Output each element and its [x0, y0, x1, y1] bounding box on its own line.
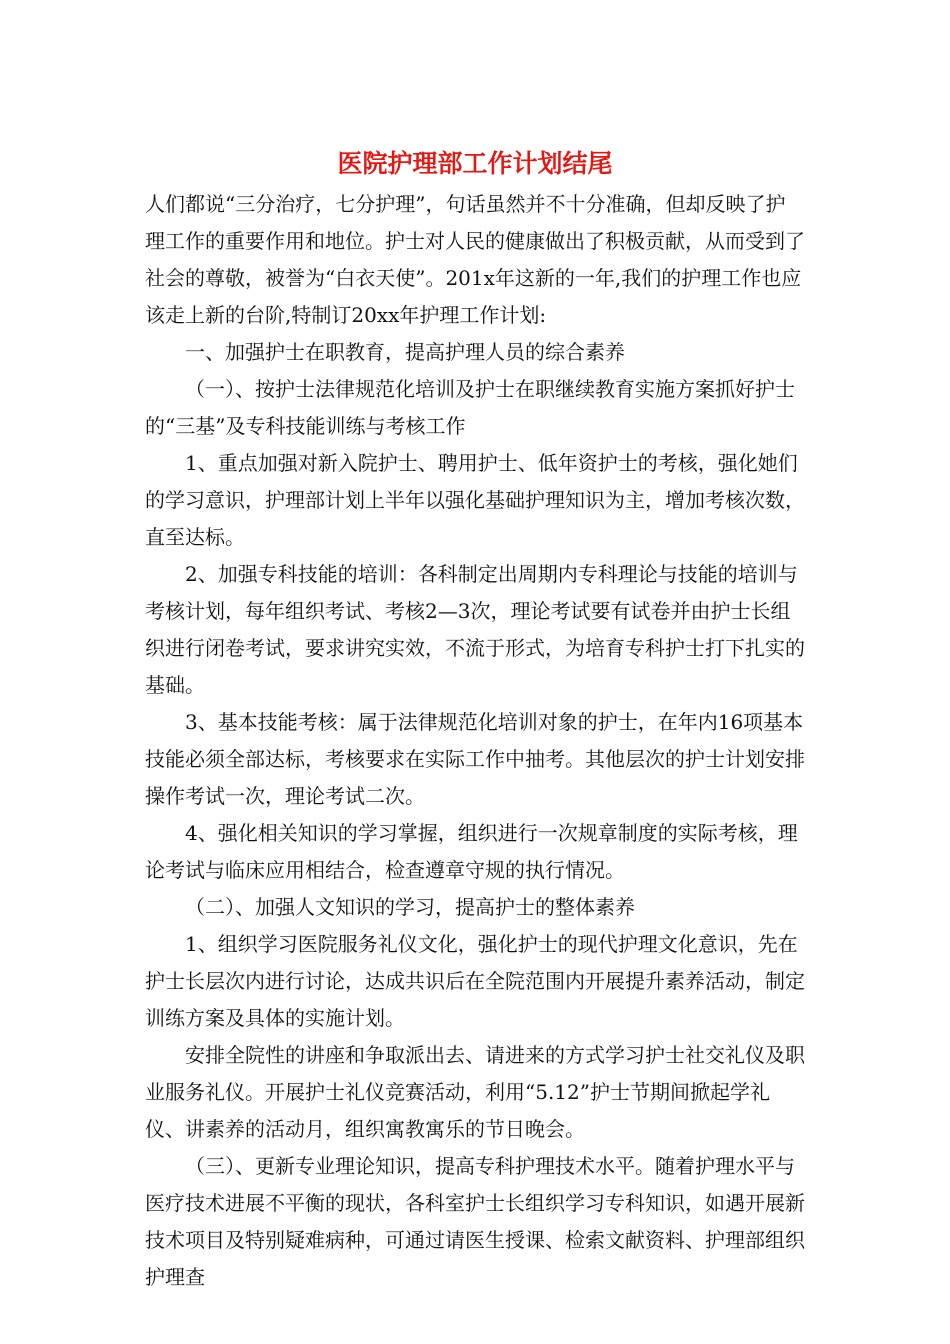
document-title: 医院护理部工作计划结尾: [337, 149, 613, 178]
subsection-heading-3: （三）、更新专业理论知识，提高专科护理技术水平。随着护理水平与医疗技术进展不平衡的现状，各科室护士长组织学习专科知识，如遇开展新技术项目及特别疑难病种，可通过请医生授课、检索文献资料、护理部组织护理查: [145, 1154, 805, 1289]
list-item-paragraph: 1、组织学习医院服务礼仪文化，强化护士的现代护理文化意识，先在护士长层次内进行讨论，达成共识后在全院范围内开展提升素养活动，制定训练方案及具体的实施计划。: [145, 932, 805, 1030]
subsection-heading-1: （一）、按护士法律规范化培训及护士在职继续教育实施方案抓好护士的“三基”及专科技能训练与考核工作: [145, 377, 795, 438]
subsection-heading-2: （二）、加强人文知识的学习，提高护士的整体素养: [185, 895, 635, 919]
intro-paragraph: 人们都说“三分治疗，七分护理”，句话虽然并不十分准确，但却反映了护理工作的重要作用和地位。护士对人民的健康做出了积极贡献，从而受到了社会的尊敬，被誉为“白衣天使”。201x年这新的一年,我们的护理工作也应该走上新的台阶,特制订20xx年护理工作计划:: [145, 192, 805, 327]
body-paragraph: 安排全院性的讲座和争取派出去、请进来的方式学习护士社交礼仪及职业服务礼仪。开展护士礼仪竞赛活动，利用“5.12”护士节期间掀起学礼仪、讲素养的活动月，组织寓教寓乐的节日晚会。: [145, 1043, 805, 1141]
list-item-paragraph: 2、加强专科技能的培训：各科制定出周期内专科理论与技能的培训与考核计划，每年组织考试、考核2—3次，理论考试要有试卷并由护士长组织进行闭卷考试，要求讲究实效，不流于形式，为培育专科护士打下扎实的基础。: [145, 562, 805, 697]
list-item-paragraph: 3、基本技能考核：属于法律规范化培训对象的护士，在年内16项基本技能必须全部达标，考核要求在实际工作中抽考。其他层次的护士计划安排操作考试一次，理论考试二次。: [145, 710, 805, 808]
section-heading-1: 一、加强护士在职教育，提高护理人员的综合素养: [185, 340, 625, 364]
list-item-paragraph: 1、重点加强对新入院护士、聘用护士、低年资护士的考核，强化她们的学习意识，护理部计划上半年以强化基础护理知识为主，增加考核次数，直至达标。: [145, 451, 805, 549]
list-item-paragraph: 4、强化相关知识的学习掌握，组织进行一次规章制度的实际考核，理论考试与临床应用相结合，检查遵章守规的执行情况。: [145, 821, 798, 882]
document-body: [145, 186, 805, 1296]
